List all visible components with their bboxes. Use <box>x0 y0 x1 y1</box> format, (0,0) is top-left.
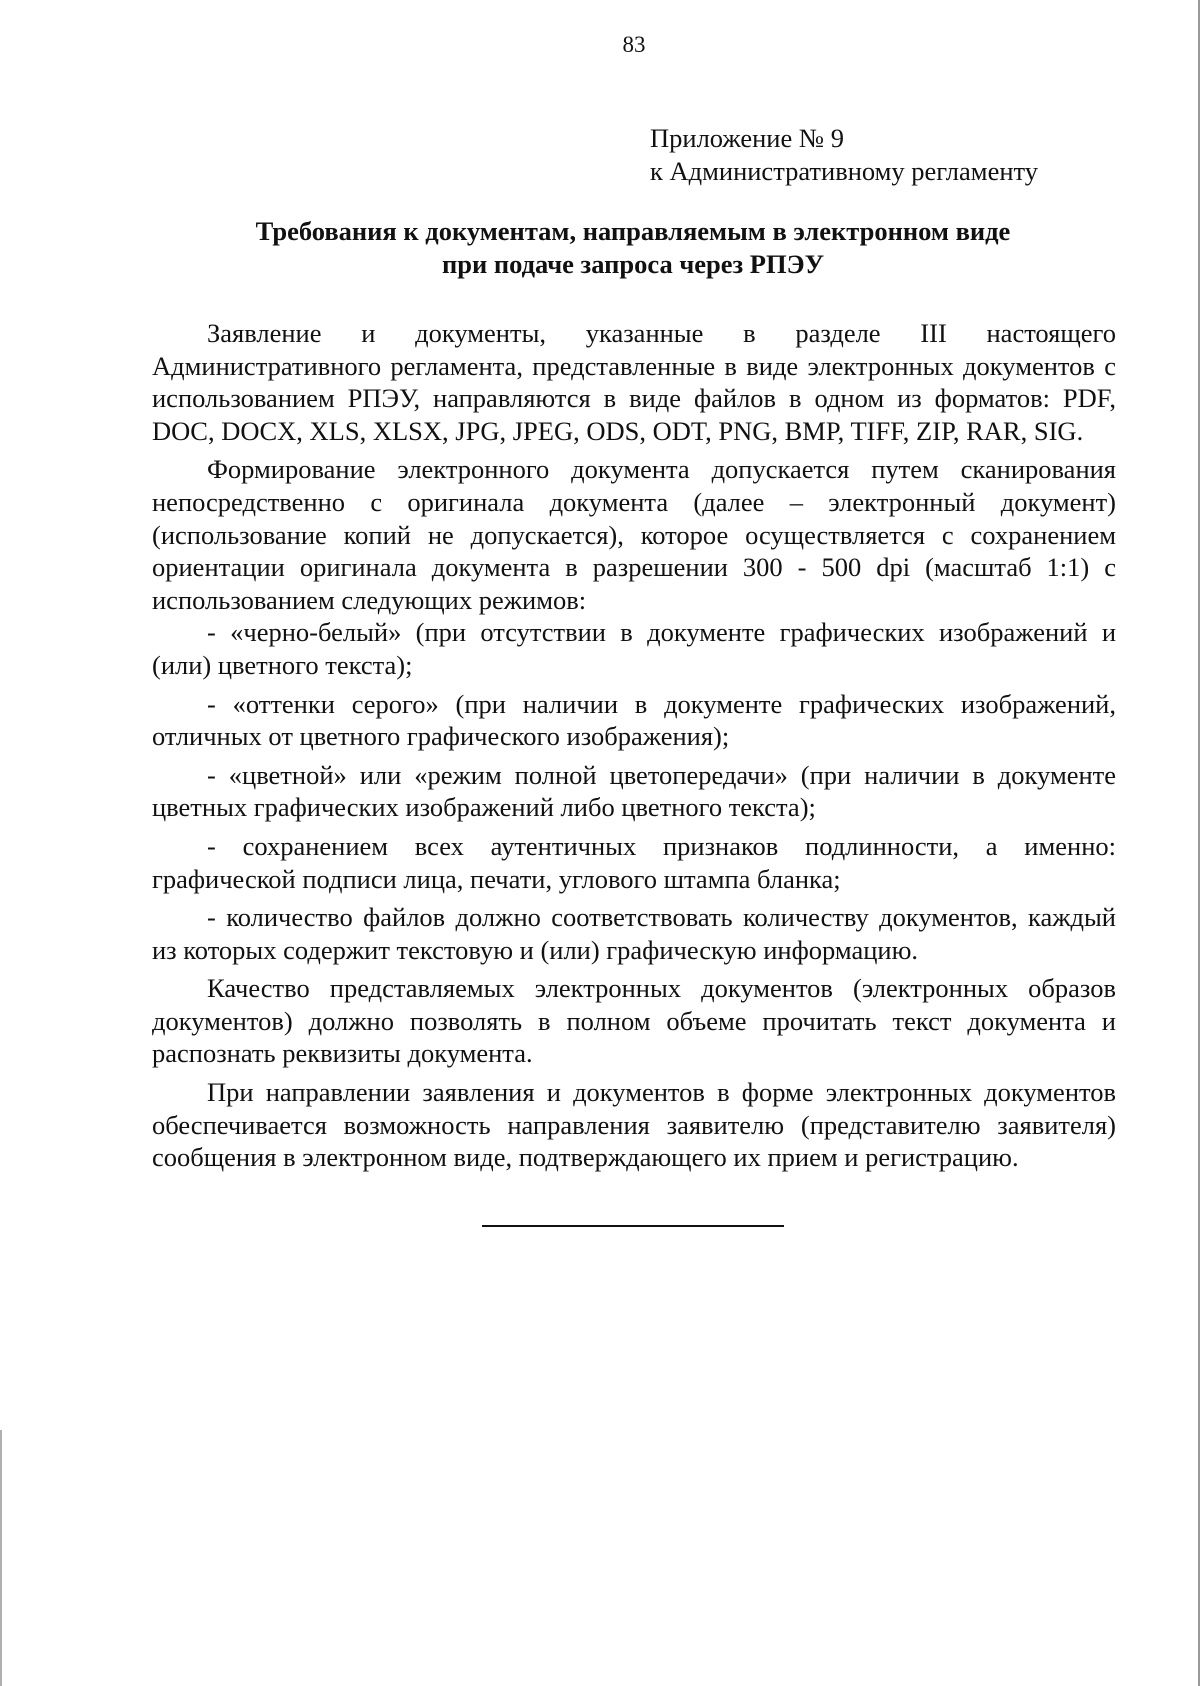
paragraph-formats: Заявление и документы, указанные в разделе III настоящего Административного регламента, представленные в виде электронных документов с использованием РПЭУ, направляются в виде файлов в одном из форматов: PDF, DOC, DOCX, XLS, XLSX, JPG, JPEG, ODS, ODT, PNG, BMP, TIFF, ZIP, RAR, SIG. <box>152 318 1116 446</box>
title-line-1: Требования к документам, направляемым в электронном виде <box>255 216 1011 246</box>
page-number: 83 <box>622 32 646 57</box>
paragraph-confirmation: При направлении заявления и документов в форме электронных документов обеспечивается возможность направления заявителю (представителю заявителя) сообщения в электронном виде, подтверждающего их прием и регистрацию. <box>152 1077 1116 1173</box>
title-line-2: при подаче запроса через РПЭУ <box>441 249 825 279</box>
document-title <box>150 215 1116 281</box>
scan-border-left <box>0 1430 2 1686</box>
list-item-black-white: - «черно-белый» (при отсутствии в документе графических изображений и (или) цветного текста); <box>152 617 1116 680</box>
paragraph-quality: Качество представляемых электронных документов (электронных образов документов) должно позволять в полном объеме прочитать текст документа и распознать реквизиты документа. <box>152 973 1116 1069</box>
appendix-regulation: к Административному регламенту <box>650 156 1038 186</box>
list-item-file-count: - количество файлов должно соответствовать количеству документов, каждый из которых содержит текстовую и (или) графическую информацию. <box>152 902 1116 965</box>
list-item-authenticity: - сохранением всех аутентичных признаков подлинности, а именно: графической подписи лица, печати, углового штампа бланка; <box>152 830 1116 894</box>
appendix-number: Приложение № 9 <box>650 123 845 153</box>
paragraph-scanning: Формирование электронного документа допускается путем сканирования непосредственно с оригинала документа (далее – электронный документ) (использование копий не допускается), которое осуществляется с сохранением ориентации оригинала документа в разрешении 300 - 500 dpi (масштаб 1:1) с использованием следующих режимов: <box>152 454 1116 615</box>
appendix-reference <box>650 122 1038 188</box>
document-body <box>152 317 1116 1174</box>
list-item-color: - «цветной» или «режим полной цветопередачи» (при наличии в документе цветных графических изображений либо цветного текста); <box>152 759 1116 823</box>
list-item-grayscale: - «оттенки серого» (при наличии в документе графических изображений, отличных от цветного графического изображения); <box>152 688 1116 752</box>
end-divider <box>482 1225 784 1227</box>
